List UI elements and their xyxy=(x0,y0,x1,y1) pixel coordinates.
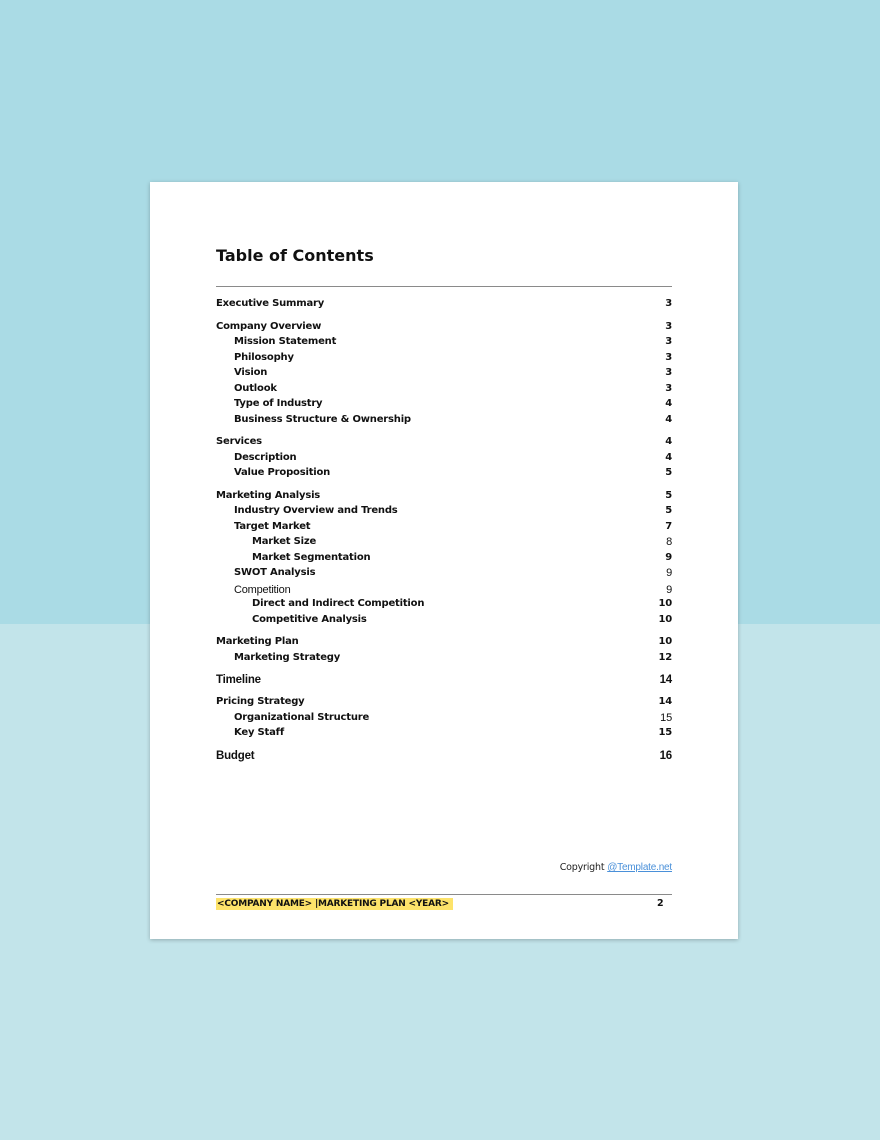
toc-entry-industry-overview[interactable]: Industry Overview and Trends 5 xyxy=(234,505,672,516)
toc-entry-direct-indirect-competition[interactable]: Direct and Indirect Competition 10 xyxy=(252,598,672,609)
toc-entry-description[interactable]: Description 4 xyxy=(234,451,672,463)
footer-page-number: 2 xyxy=(657,898,664,909)
toc-entry-marketing-analysis[interactable]: Marketing Analysis 5 xyxy=(216,489,672,501)
toc-title: Table of Contents xyxy=(216,246,374,265)
toc-entry-mission-statement[interactable]: Mission Statement 3 xyxy=(234,336,672,347)
toc-entry-market-segmentation[interactable]: Market Segmentation 9 xyxy=(252,551,672,563)
toc-entry-business-structure[interactable]: Business Structure & Ownership 4 xyxy=(234,413,672,425)
toc-entry-services[interactable]: Services 4 xyxy=(216,436,672,447)
toc-entry-target-market[interactable]: Target Market 7 xyxy=(234,520,672,532)
toc-entry-pricing-strategy[interactable]: Pricing Strategy 14 xyxy=(216,696,672,707)
toc-entry-key-staff[interactable]: Key Staff 15 xyxy=(234,727,672,738)
title-divider xyxy=(216,286,672,287)
toc-entry-value-proposition[interactable]: Value Proposition 5 xyxy=(234,467,672,478)
toc-list xyxy=(216,298,672,768)
toc-entry-type-of-industry[interactable]: Type of Industry 4 xyxy=(234,398,672,409)
toc-entry-outlook[interactable]: Outlook 3 xyxy=(234,382,672,394)
footer-company-label: <COMPANY NAME> |MARKETING PLAN <YEAR> xyxy=(216,898,453,910)
toc-entry-competitive-analysis[interactable]: Competitive Analysis 10 xyxy=(252,613,672,625)
toc-entry-swot-analysis[interactable]: SWOT Analysis 9 xyxy=(234,567,672,579)
toc-entry-marketing-plan[interactable]: Marketing Plan 10 xyxy=(216,636,672,647)
template-link[interactable]: @Template.net xyxy=(607,862,672,873)
toc-entry-philosophy[interactable]: Philosophy 3 xyxy=(234,351,672,363)
toc-entry-market-size[interactable]: Market Size 8 xyxy=(252,536,672,548)
toc-entry-timeline[interactable]: Timeline 14 xyxy=(216,674,672,686)
toc-entry-organizational-structure[interactable]: Organizational Structure 15 xyxy=(234,711,672,724)
toc-entry-vision[interactable]: Vision 3 xyxy=(234,367,672,378)
toc-entry-competition[interactable]: Competition 9 xyxy=(234,584,672,596)
document-page xyxy=(150,182,738,939)
copyright-label: Copyright xyxy=(559,862,605,873)
copyright-notice xyxy=(560,862,672,873)
footer-divider xyxy=(216,894,672,895)
toc-entry-budget[interactable]: Budget 16 xyxy=(216,749,672,762)
toc-entry-company-overview[interactable]: Company Overview 3 xyxy=(216,320,672,332)
toc-entry-marketing-strategy[interactable]: Marketing Strategy 12 xyxy=(234,651,672,663)
toc-entry-executive-summary[interactable]: Executive Summary 3 xyxy=(216,298,672,309)
